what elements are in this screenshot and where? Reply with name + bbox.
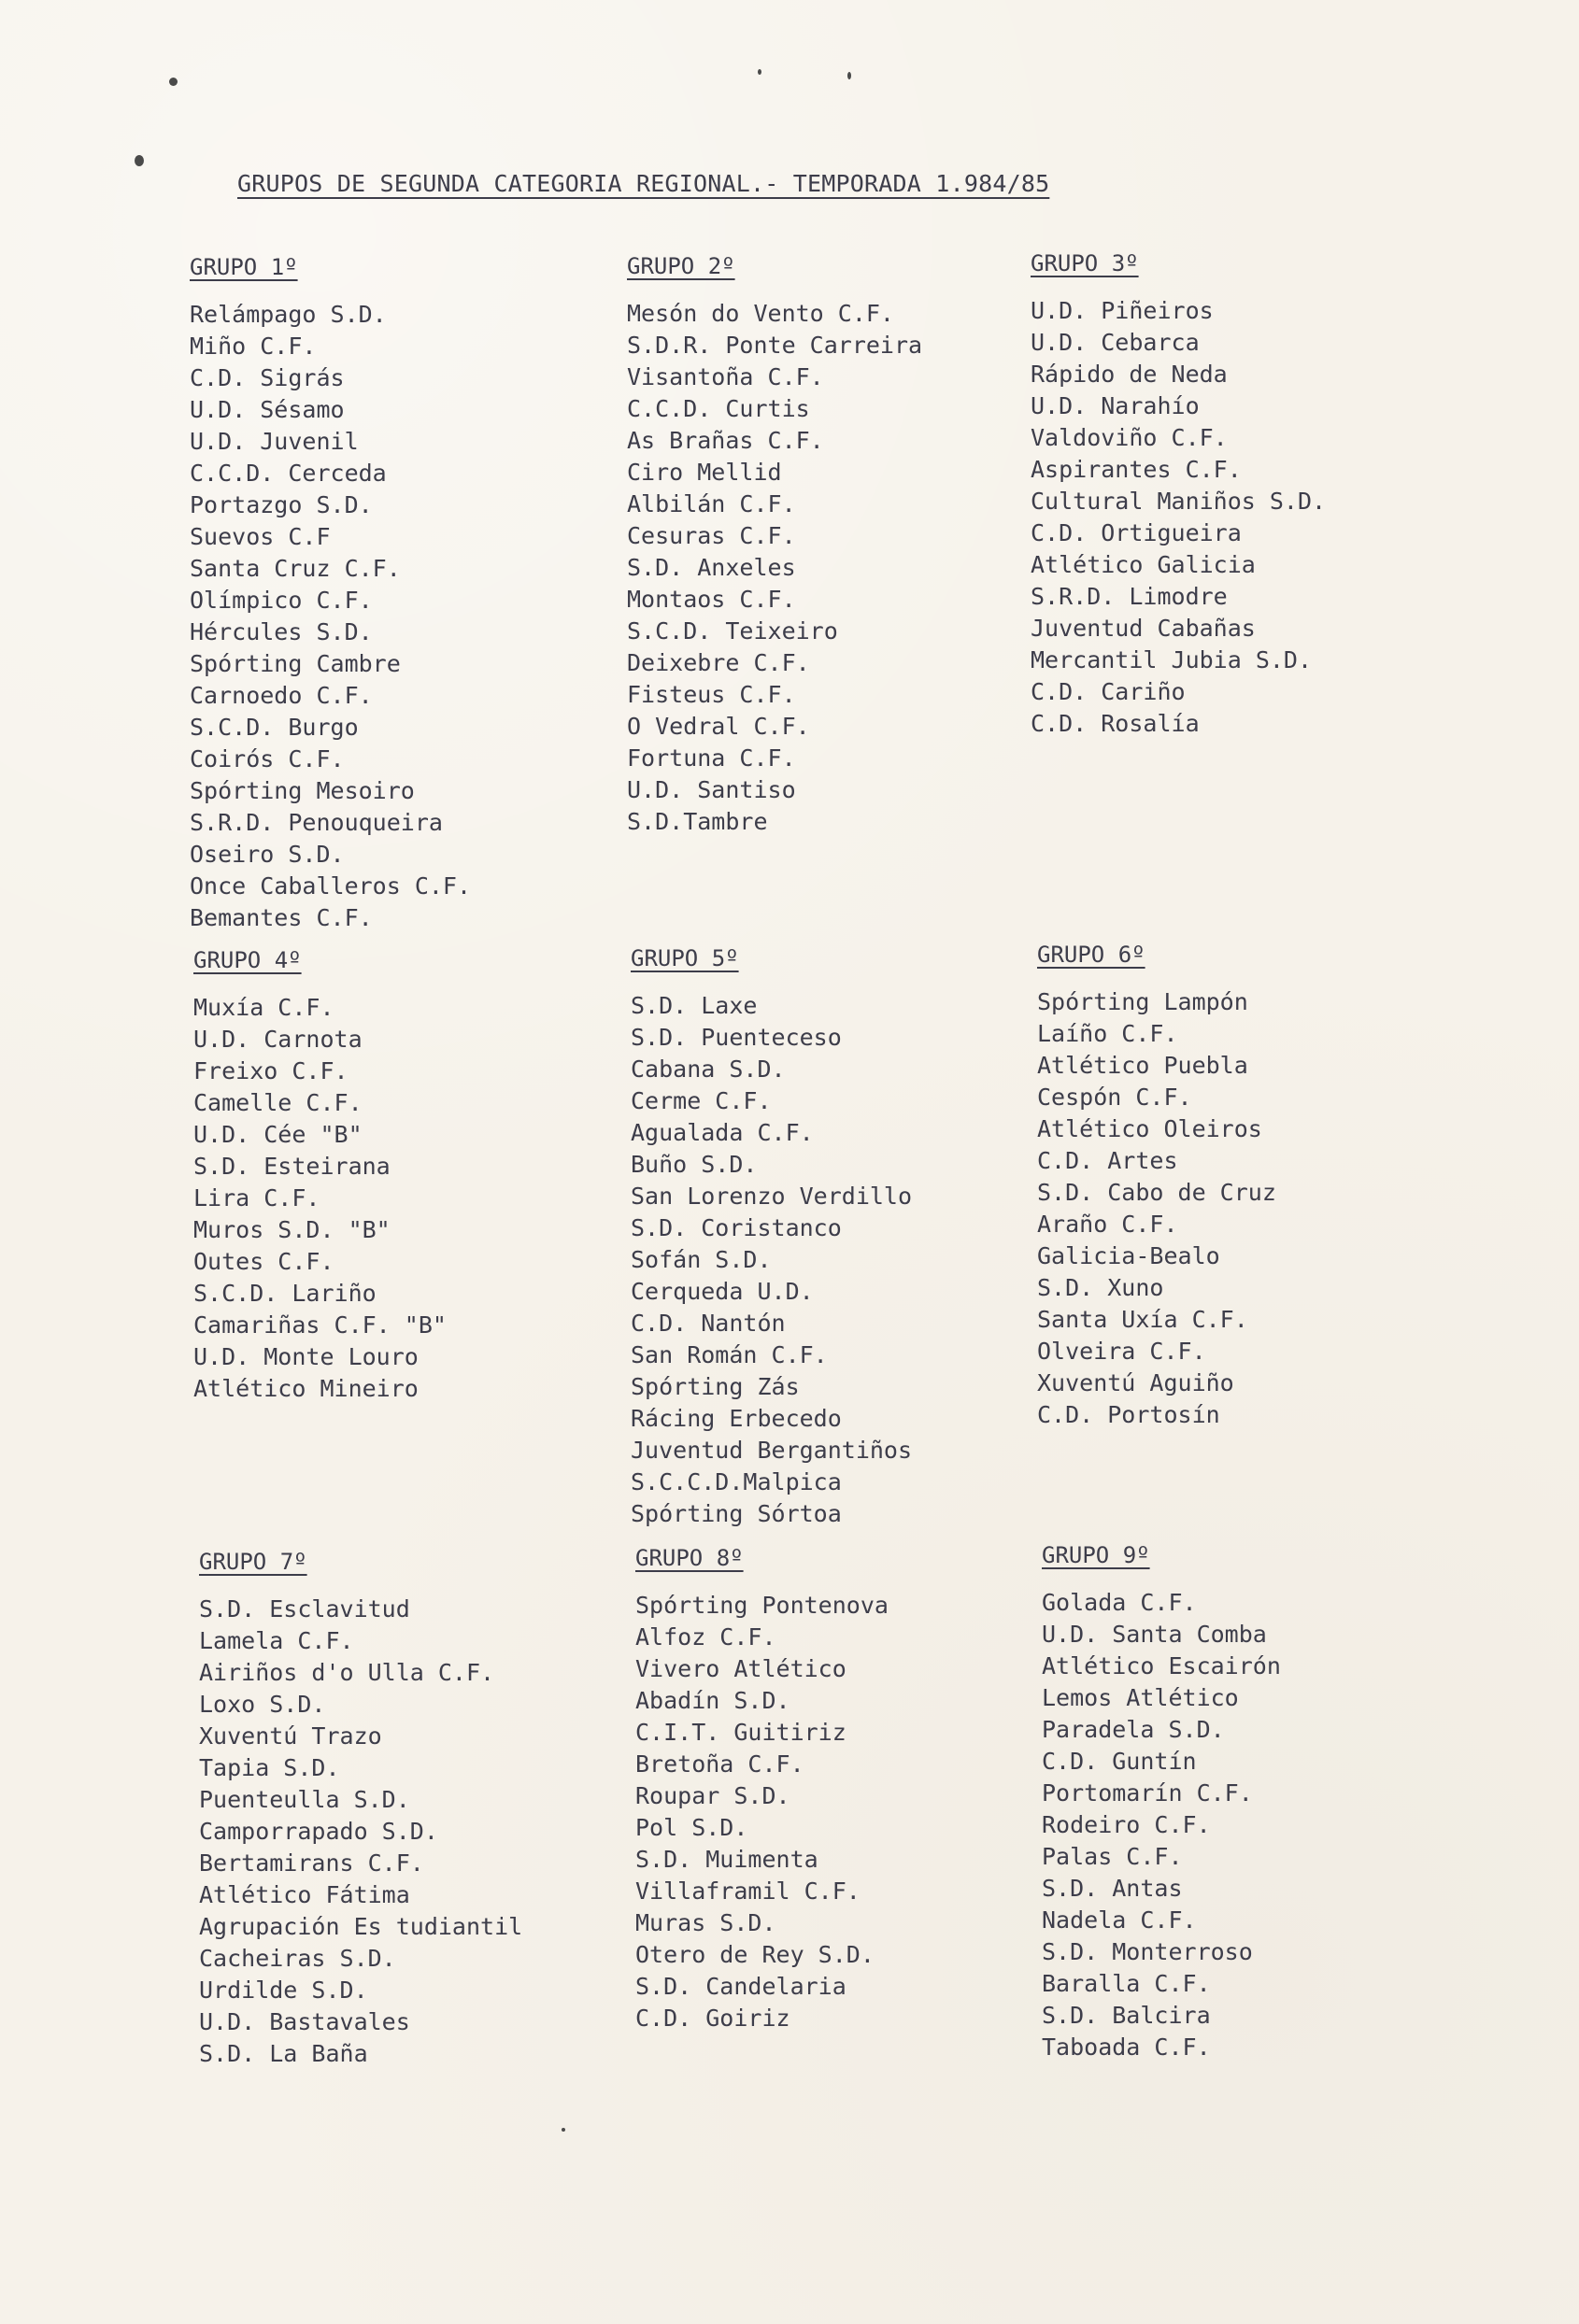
ink-speck-mark <box>135 155 144 166</box>
group-title: GRUPO 1º <box>190 254 298 280</box>
club-item: Atlético Oleiros <box>1037 1115 1262 1142</box>
club-item: Paradela S.D. <box>1042 1716 1225 1743</box>
club-item: S.C.D. Burgo <box>190 714 359 741</box>
club-item: Villaframil C.F. <box>635 1878 861 1905</box>
club-item: Oseiro S.D. <box>190 841 345 868</box>
club-item: O Vedral C.F. <box>627 713 810 740</box>
club-item: San Lorenzo Verdillo <box>631 1183 913 1210</box>
club-item: Fortuna C.F. <box>627 744 796 772</box>
club-item: Rácing Erbecedo <box>631 1405 842 1432</box>
group-title: GRUPO 5º <box>631 945 739 971</box>
club-item: Abadín S.D. <box>635 1687 790 1714</box>
club-item: Spórting Mesoiro <box>190 777 415 804</box>
club-item: Mercantil Jubia S.D. <box>1031 646 1313 673</box>
club-item: Airiños d'o Ulla C.F. <box>199 1659 495 1686</box>
club-item: Cerme C.F. <box>631 1087 772 1114</box>
club-item: Otero de Rey S.D. <box>635 1941 875 1968</box>
club-item: Urdilde S.D. <box>199 1977 368 2004</box>
club-item: Alfoz C.F. <box>635 1623 776 1651</box>
club-item: Camariñas C.F. "B" <box>193 1311 447 1339</box>
group-9 <box>1042 1542 1481 2063</box>
group-title: GRUPO 2º <box>627 253 735 279</box>
club-item: Portomarín C.F. <box>1042 1779 1253 1807</box>
club-item: Araño C.F. <box>1037 1211 1178 1238</box>
club-item: Buño S.D. <box>631 1151 758 1178</box>
club-item: Olímpico C.F. <box>190 587 373 614</box>
club-item: C.D. Sigrás <box>190 364 345 391</box>
club-item: Spórting Cambre <box>190 650 401 677</box>
club-item: S.D. Candelaria <box>635 1973 846 2000</box>
club-item: Galicia-Bealo <box>1037 1242 1220 1269</box>
club-item: Albilán C.F. <box>627 490 796 517</box>
club-list <box>199 1594 638 2070</box>
club-item: San Román C.F. <box>631 1341 828 1368</box>
club-item: S.D. Laxe <box>631 992 758 1019</box>
club-item: S.C.D. Lariño <box>193 1280 377 1307</box>
club-list <box>1042 1587 1481 2063</box>
ink-speck-mark <box>758 69 761 75</box>
club-item: U.D. Sésamo <box>190 396 345 423</box>
club-item: C.D. Artes <box>1037 1147 1178 1174</box>
club-item: Spórting Zás <box>631 1373 800 1400</box>
club-item: Muxía C.F. <box>193 994 334 1021</box>
group-title: GRUPO 8º <box>635 1545 744 1571</box>
club-item: U.D. Santa Comba <box>1042 1621 1267 1648</box>
club-item: Palas C.F. <box>1042 1843 1183 1870</box>
club-item: Golada C.F. <box>1042 1589 1197 1616</box>
club-item: Laíño C.F. <box>1037 1020 1178 1047</box>
group-title: GRUPO 3º <box>1031 250 1139 276</box>
ink-speck-mark <box>562 2128 565 2132</box>
club-item: C.D. Ortigueira <box>1031 519 1242 546</box>
club-item: U.D. Bastavales <box>199 2008 410 2035</box>
club-item: Cespón C.F. <box>1037 1084 1192 1111</box>
club-item: Relámpago S.D. <box>190 301 387 328</box>
club-item: Muras S.D. <box>635 1909 776 1936</box>
club-item: C.C.D. Curtis <box>627 395 810 422</box>
club-item: S.R.D. Limodre <box>1031 583 1228 610</box>
club-item: Olveira C.F. <box>1037 1338 1206 1365</box>
group-7 <box>199 1549 638 2070</box>
club-item: S.D. La Baña <box>199 2040 368 2067</box>
ink-speck-mark <box>169 78 178 86</box>
club-item: Atlético Fátima <box>199 1881 410 1908</box>
club-item: S.D. Xuno <box>1037 1274 1164 1301</box>
club-item: Lemos Atlético <box>1042 1684 1239 1711</box>
club-item: S.R.D. Penouqueira <box>190 809 443 836</box>
club-item: S.C.C.D.Malpica <box>631 1468 842 1495</box>
club-item: Aspirantes C.F. <box>1031 456 1242 483</box>
club-list <box>1037 986 1476 1431</box>
club-item: Nadela C.F. <box>1042 1906 1197 1934</box>
club-item: Santa Cruz C.F. <box>190 555 401 582</box>
club-list <box>635 1590 1074 2034</box>
club-item: Xuventú Trazo <box>199 1722 382 1750</box>
club-item: Cesuras C.F. <box>627 522 796 549</box>
club-item: Spórting Lampón <box>1037 988 1248 1015</box>
club-item: Once Caballeros C.F. <box>190 872 472 900</box>
club-item: Muros S.D. "B" <box>193 1216 391 1243</box>
club-item: S.D. Cabo de Cruz <box>1037 1179 1276 1206</box>
club-item: S.D. Balcira <box>1042 2002 1211 2029</box>
group-title: GRUPO 9º <box>1042 1542 1150 1568</box>
club-item: U.D. Monte Louro <box>193 1343 419 1370</box>
club-item: U.D. Carnota <box>193 1026 363 1053</box>
group-3 <box>1031 250 1470 740</box>
club-item: U.D. Santiso <box>627 776 796 803</box>
club-item: As Brañas C.F. <box>627 427 824 454</box>
club-item: Fisteus C.F. <box>627 681 796 708</box>
club-list <box>631 990 1070 1530</box>
club-item: Miño C.F. <box>190 333 317 360</box>
club-item: Carnoedo C.F. <box>190 682 373 709</box>
club-item: Pol S.D. <box>635 1814 748 1841</box>
club-item: U.D. Piñeiros <box>1031 297 1214 324</box>
club-item: Agrupación Es tudiantil <box>199 1913 523 1940</box>
club-item: Suevos C.F <box>190 523 331 550</box>
club-item: Mesón do Vento C.F. <box>627 300 894 327</box>
club-item: C.C.D. Cerceda <box>190 460 387 487</box>
club-item: Loxo S.D. <box>199 1691 326 1718</box>
club-item: Lira C.F. <box>193 1184 320 1212</box>
group-8 <box>635 1545 1074 2034</box>
club-item: S.D.R. Ponte Carreira <box>627 332 923 359</box>
club-item: Atlético Escairón <box>1042 1652 1281 1679</box>
club-item: Cerqueda U.D. <box>631 1278 814 1305</box>
club-item: Spórting Sórtoa <box>631 1500 842 1527</box>
club-item: Puenteulla S.D. <box>199 1786 410 1813</box>
club-item: U.D. Juvenil <box>190 428 359 455</box>
group-1 <box>190 254 629 934</box>
club-item: S.D.Tambre <box>627 808 768 835</box>
club-item: Visantoña C.F. <box>627 363 824 390</box>
club-item: C.I.T. Guitiriz <box>635 1719 846 1746</box>
club-item: Baralla C.F. <box>1042 1970 1211 1997</box>
document-title: GRUPOS DE SEGUNDA CATEGORIA REGIONAL.- TEMPORADA 1.984/85 <box>237 170 1050 197</box>
group-title: GRUPO 7º <box>199 1549 307 1575</box>
club-item: Vivero Atlético <box>635 1655 846 1682</box>
group-title: GRUPO 6º <box>1037 942 1145 968</box>
club-item: Bertamirans C.F. <box>199 1849 424 1877</box>
club-item: Outes C.F. <box>193 1248 334 1275</box>
club-item: Rodeiro C.F. <box>1042 1811 1211 1838</box>
club-item: Santa Uxía C.F. <box>1037 1306 1248 1333</box>
club-list <box>1031 295 1470 740</box>
club-item: Montaos C.F. <box>627 586 796 613</box>
club-item: C.D. Guntín <box>1042 1748 1197 1775</box>
club-item: S.D. Esteirana <box>193 1153 391 1180</box>
group-2 <box>627 253 1066 838</box>
club-list <box>193 992 633 1405</box>
club-item: C.D. Cariño <box>1031 678 1186 705</box>
club-item: U.D. Cebarca <box>1031 329 1200 356</box>
group-5 <box>631 945 1070 1530</box>
club-item: Atlético Mineiro <box>193 1375 419 1402</box>
club-item: Cacheiras S.D. <box>199 1945 396 1972</box>
club-item: Atlético Galicia <box>1031 551 1256 578</box>
club-item: S.D. Antas <box>1042 1875 1183 1902</box>
club-item: S.D. Coristanco <box>631 1214 842 1241</box>
club-item: C.D. Nantón <box>631 1310 786 1337</box>
group-4 <box>193 947 633 1405</box>
club-item: Deixebre C.F. <box>627 649 810 676</box>
club-item: Tapia S.D. <box>199 1754 340 1781</box>
club-item: Coirós C.F. <box>190 745 345 772</box>
club-item: S.C.D. Teixeiro <box>627 617 838 645</box>
club-item: S.D. Monterroso <box>1042 1938 1253 1965</box>
club-item: C.D. Rosalía <box>1031 710 1200 737</box>
club-item: S.D. Puenteceso <box>631 1024 842 1051</box>
ink-speck-mark <box>847 72 851 79</box>
club-item: Ciro Mellid <box>627 459 782 486</box>
club-item: Bretoña C.F. <box>635 1750 804 1778</box>
club-item: C.D. Goiriz <box>635 2005 790 2032</box>
club-item: Portazgo S.D. <box>190 491 373 518</box>
club-item: Valdoviño C.F. <box>1031 424 1228 451</box>
club-item: Camelle C.F. <box>193 1089 363 1116</box>
club-item: Taboada C.F. <box>1042 2034 1211 2061</box>
club-item: Spórting Pontenova <box>635 1592 889 1619</box>
club-item: Bemantes C.F. <box>190 904 373 931</box>
club-item: Juventud Cabañas <box>1031 615 1256 642</box>
group-6 <box>1037 942 1476 1431</box>
club-item: Agualada C.F. <box>631 1119 814 1146</box>
club-item: S.D. Muimenta <box>635 1846 818 1873</box>
club-item: Xuventú Aguiño <box>1037 1369 1234 1396</box>
club-item: C.D. Portosín <box>1037 1401 1220 1428</box>
club-item: U.D. Cée "B" <box>193 1121 363 1148</box>
club-item: Rápido de Neda <box>1031 361 1228 388</box>
club-item: Roupar S.D. <box>635 1782 790 1809</box>
group-title: GRUPO 4º <box>193 947 302 973</box>
club-list <box>190 299 629 934</box>
club-item: Sofán S.D. <box>631 1246 772 1273</box>
club-item: U.D. Narahío <box>1031 392 1200 419</box>
club-item: S.D. Anxeles <box>627 554 796 581</box>
club-item: Camporrapado S.D. <box>199 1818 438 1845</box>
club-item: Hércules S.D. <box>190 618 373 645</box>
club-item: Atlético Puebla <box>1037 1052 1248 1079</box>
club-item: Juventud Bergantiños <box>631 1437 913 1464</box>
club-item: Cabana S.D. <box>631 1056 786 1083</box>
club-item: S.D. Esclavitud <box>199 1595 410 1623</box>
club-list <box>627 298 1066 838</box>
club-item: Freixo C.F. <box>193 1057 349 1084</box>
club-item: Cultural Maniños S.D. <box>1031 488 1327 515</box>
club-item: Lamela C.F. <box>199 1627 354 1654</box>
